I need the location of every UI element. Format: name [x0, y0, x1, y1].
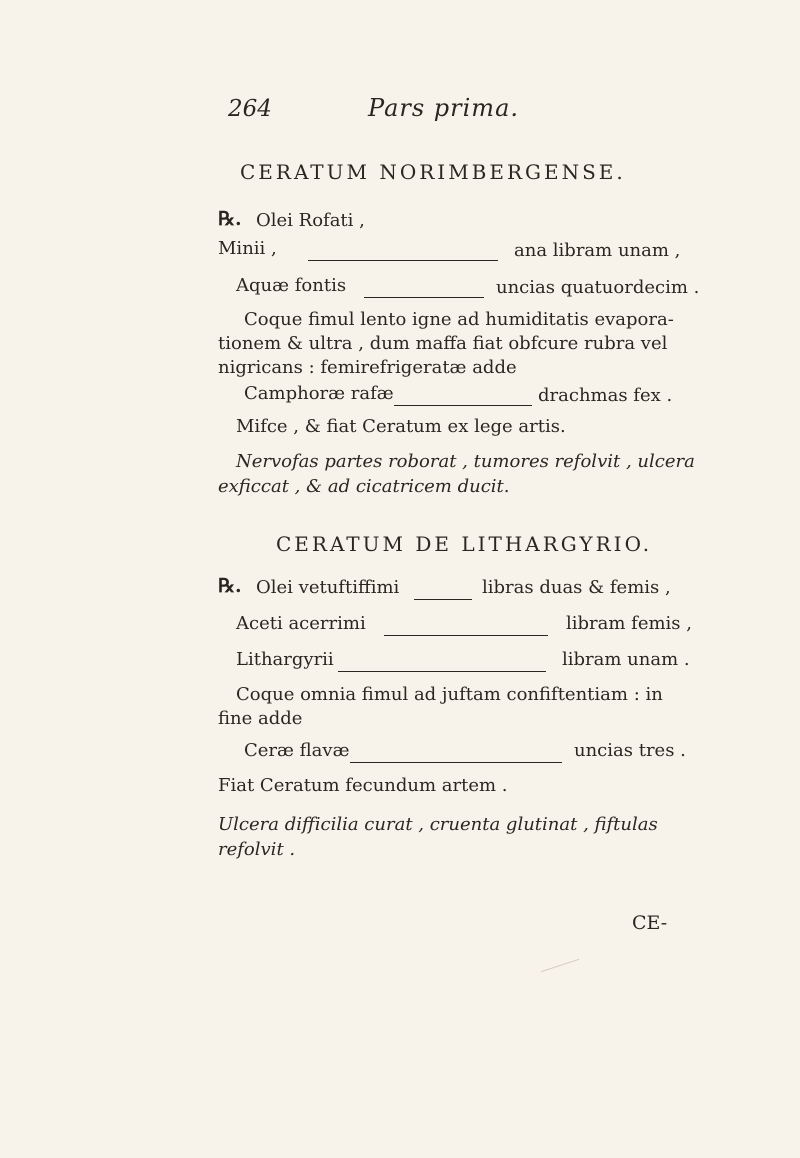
uses-line: exficcat , & ad cicatricem ducit.	[218, 476, 510, 497]
instruction-line: Coque fimul lento igne ad humiditatis evapora-	[244, 309, 674, 330]
ingredient-amount: uncias quatuordecim .	[496, 277, 700, 298]
catchword: CE-	[632, 912, 668, 934]
ingredient-name: Aquæ fontis	[236, 275, 347, 296]
page-number: 264	[228, 96, 272, 122]
ingredient-amount: libras duas & femis ,	[482, 577, 671, 598]
page-mark	[541, 959, 579, 972]
ingredient-name: Lithargyrii	[236, 649, 334, 670]
section-title-norimbergense: CERATUM NORIMBERGENSE.	[240, 160, 626, 184]
running-title: Pars prima.	[368, 94, 520, 122]
conclusion-line: Mifce , & fiat Ceratum ex lege artis.	[236, 416, 566, 437]
recipe-symbol: ℞.	[218, 208, 242, 230]
dash-line	[388, 395, 538, 414]
ingredient-amount: ana libram unam ,	[514, 240, 681, 261]
ingredient-name: Ceræ flavæ	[244, 740, 350, 761]
uses-line: Ulcera difficilia curat , cruenta glutinat , fiftulas	[218, 814, 658, 835]
dash-line	[378, 625, 554, 644]
dash-line	[302, 250, 504, 269]
section-title-lithargyrio: CERATUM DE LITHARGYRIO.	[276, 532, 653, 556]
ingredient-amount: uncias tres .	[574, 740, 686, 761]
instruction-line: Coque omnia fimul ad juftam confiftentiam : in	[236, 684, 663, 705]
recipe-symbol: ℞.	[218, 575, 242, 597]
ingredient-amount: drachmas fex .	[538, 385, 673, 406]
dash-line	[332, 661, 552, 680]
dash-line	[344, 752, 568, 771]
ingredient-name: Olei vetuftiffimi	[256, 577, 400, 598]
instruction-line: fine adde	[218, 708, 303, 729]
instruction-line: tionem & ultra , dum maffa fiat obfcure rubra vel	[218, 333, 668, 354]
uses-line: refolvit .	[218, 839, 296, 860]
ingredient-name: Camphoræ rafæ	[244, 383, 394, 404]
ingredient-amount: libram femis ,	[566, 613, 692, 634]
ingredient-amount: libram unam .	[562, 649, 690, 670]
instruction-line: nigricans : femirefrigeratæ adde	[218, 357, 517, 378]
ingredient-name: Aceti acerrimi	[236, 613, 366, 634]
dash-line	[358, 287, 490, 306]
dash-line	[408, 589, 478, 608]
conclusion-line: Fiat Ceratum fecundum artem .	[218, 775, 508, 796]
ingredient-name: Minii ,	[218, 238, 277, 259]
uses-line: Nervofas partes roborat , tumores refolvit , ulcera	[236, 451, 695, 472]
ingredient-name: Olei Rofati ,	[256, 210, 365, 231]
